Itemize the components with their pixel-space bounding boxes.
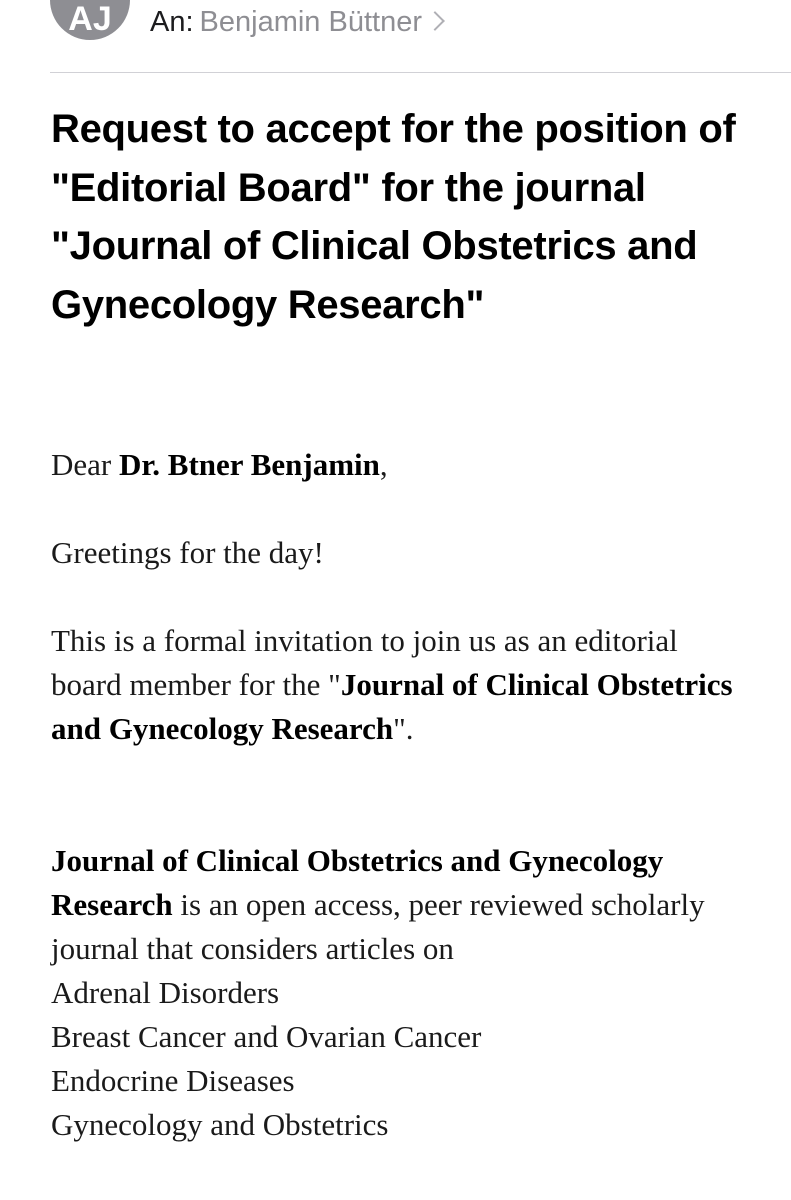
greeting-suffix: , <box>379 447 388 482</box>
recipient-row[interactable] <box>150 2 442 42</box>
invitation-prefix: This is a formal invitation to join us as an editorial board member for the " <box>51 623 678 702</box>
invitation-paragraph <box>51 619 751 751</box>
to-label: An: <box>150 6 194 38</box>
greeting-prefix: Dear <box>51 447 119 482</box>
chevron-right-icon[interactable] <box>425 11 445 31</box>
email-header <box>0 0 791 74</box>
invitation-journal: Journal of Clinical Obstetrics and Gynecology Research <box>51 667 733 746</box>
topic-item: Endocrine Diseases <box>51 1063 295 1098</box>
recipient-name[interactable]: Benjamin Büttner <box>199 6 422 38</box>
topic-item: Gynecology and Obstetrics <box>51 1107 389 1142</box>
topic-item: Breast Cancer and Ovarian Cancer <box>51 1019 482 1054</box>
journal-description: is an open access, peer reviewed scholarly journal that considers articles on <box>51 887 705 966</box>
invitation-suffix: ". <box>393 711 414 746</box>
header-divider <box>50 72 791 73</box>
journal-paragraph <box>51 839 751 1147</box>
greeting-name: Dr. Btner Benjamin <box>118 447 380 482</box>
greeting-line <box>51 443 751 487</box>
journal-name: Journal of Clinical Obstetrics and Gynecology Research <box>51 843 664 922</box>
topic-item: Adrenal Disorders <box>51 975 280 1010</box>
greetings-line: Greetings for the day! <box>51 535 324 570</box>
sender-avatar[interactable]: AJ <box>50 0 130 40</box>
email-subject: Request to accept for the position of "Editorial Board" for the journal "Journal of Clinical Obstetrics and Gynecology Research" <box>51 107 736 327</box>
